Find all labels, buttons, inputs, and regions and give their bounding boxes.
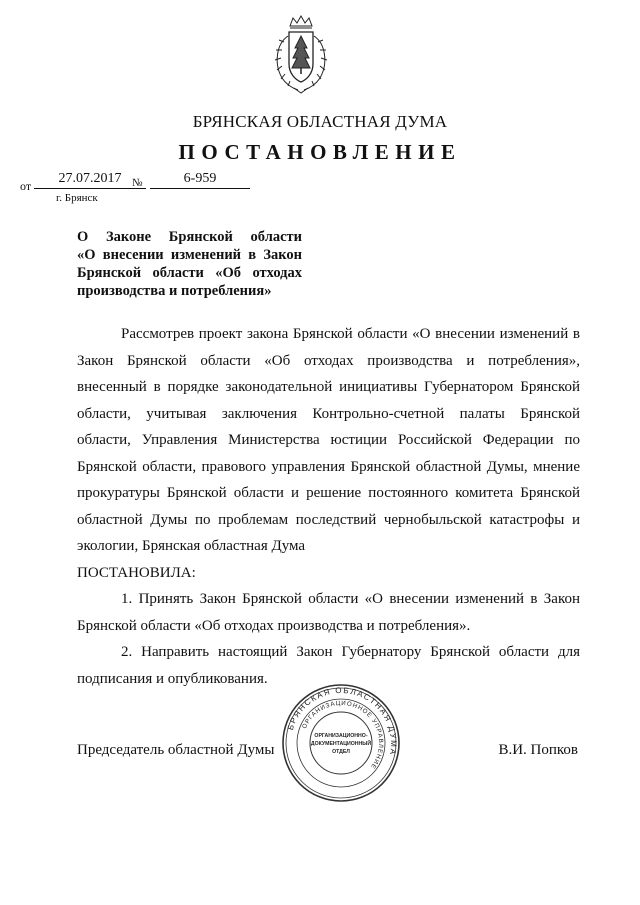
seal-center-line: ОТДЕЛ (332, 749, 350, 755)
preamble-line: Рассмотрев проект закона Брянской области «О внесении изменений в (121, 326, 580, 342)
document-number: 6-959 (150, 170, 250, 189)
date-prefix: от (20, 179, 32, 193)
item-line: 1. Принять Закон Брянской области «О внесении изменений в Закон (121, 591, 580, 607)
seal-center-line: ОРГАНИЗАЦИОННО- (314, 733, 368, 739)
document-date: 27.07.2017 (34, 170, 146, 189)
signatory-name: В.И. Попков (498, 742, 578, 758)
document-type-title: ПОСТАНОВЛЕНИЕ (178, 140, 462, 164)
preamble-line: Закон Брянской области «Об отходах производства и потребления», (77, 352, 580, 369)
number-prefix: № (132, 177, 143, 189)
organization-name: БРЯНСКАЯ ОБЛАСТНАЯ ДУМА (192, 112, 448, 131)
preamble-paragraph (77, 321, 580, 560)
seal-inner-text: ОРГАНИЗАЦИОННОЕ УПРАВЛЕНИЕ (301, 699, 385, 771)
seal-center-line: ДОКУМЕНТАЦИОННЫЙ (310, 741, 372, 747)
subject-line: Брянской области «Об отходах (77, 265, 302, 281)
official-seal-stamp (280, 682, 402, 804)
item-line: подписания и опубликования. (77, 670, 268, 687)
preamble-line: прокуратуры Брянской области и решение постоянного комитета Брянской (77, 485, 580, 501)
resolution-item-1 (77, 586, 580, 639)
subject-line: О Законе Брянской области (77, 229, 302, 245)
resolved-label: ПОСТАНОВИЛА: (77, 564, 196, 581)
preamble-line: областной Думы по проблемам последствий чернобыльской катастрофы и (77, 511, 580, 528)
preamble-line: области, учитывая заключения Контрольно-счетной палаты Брянской (77, 405, 580, 422)
subject-line: «О внесении изменений в Закон (77, 247, 302, 263)
signatory-title: Председатель областной Думы (77, 742, 275, 758)
preamble-line: области, Управления Министерства юстиции Российской Федерации по (77, 432, 580, 448)
item-line: Брянской области «Об отходах производства и потребления». (77, 617, 471, 634)
preamble-line: внесенный в порядке законодательной инициативы Губернатором Брянской (77, 379, 580, 395)
document-body (77, 321, 580, 692)
item-line: 2. Направить настоящий Закон Губернатору Брянской области для (121, 644, 580, 660)
preamble-line: Брянской области, правового управления Брянской областной Думы, мнение (77, 458, 580, 475)
city-label: г. Брянск (56, 192, 98, 204)
preamble-line: экологии, Брянская областная Дума (77, 538, 306, 554)
coat-of-arms-emblem (268, 14, 334, 96)
subject-line: производства и потребления» (77, 283, 272, 299)
document-subject (77, 228, 302, 300)
seal-outer-text: БРЯНСКАЯ ОБЛАСТНАЯ ДУМА (285, 685, 399, 757)
